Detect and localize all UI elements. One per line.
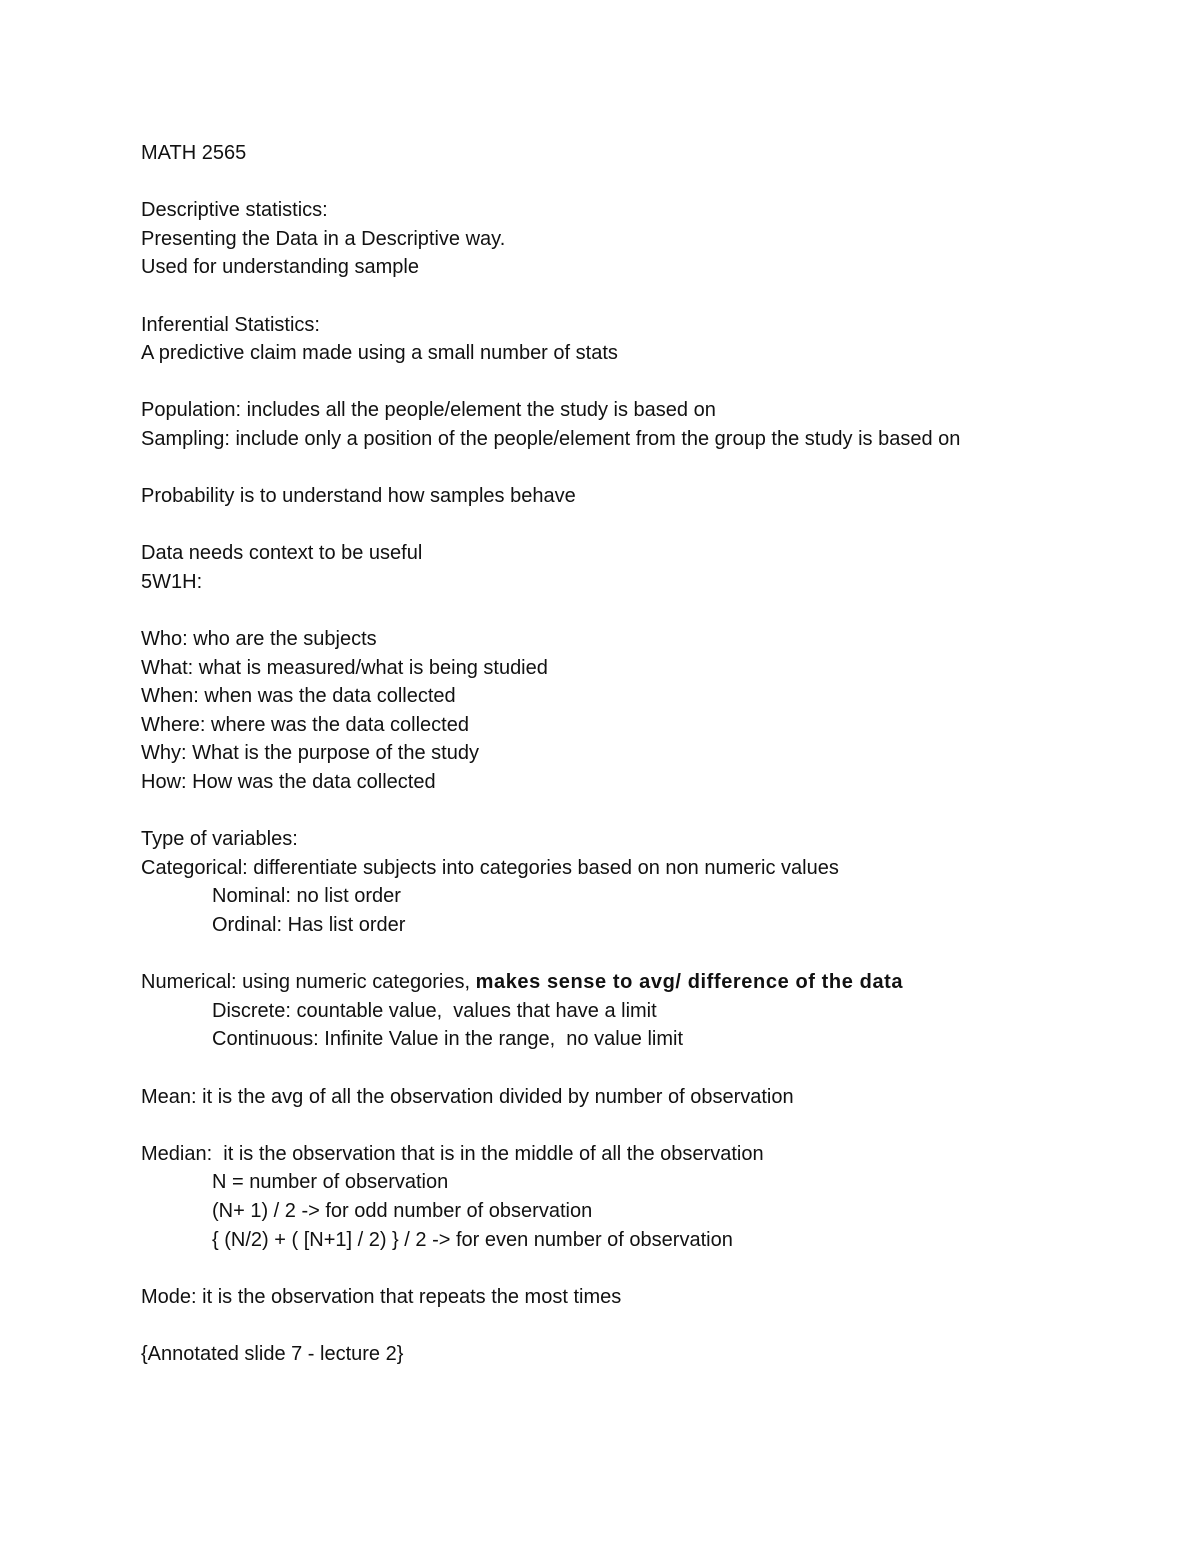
- discrete-line: Discrete: countable value, values that have a limit: [212, 999, 657, 1022]
- spacer: [141, 597, 1141, 626]
- mean-line: Mean: it is the avg of all the observation divided by number of observation: [141, 1085, 794, 1108]
- spacer: [141, 940, 1141, 969]
- spacer: [141, 1254, 1141, 1283]
- spacer: [141, 454, 1141, 483]
- spacer: [141, 368, 1141, 397]
- context-line: Data needs context to be useful: [141, 542, 423, 565]
- probability-line: Probability is to understand how samples behave: [141, 485, 576, 508]
- how-line: How: How was the data collected: [141, 771, 436, 794]
- numerical-lead-text: Numerical: using numeric categories,: [141, 971, 476, 994]
- ordinal-line: Ordinal: Has list order: [212, 914, 406, 937]
- sampling-line: Sampling: include only a position of the people/element from the group the study is based on: [141, 427, 961, 450]
- median-n-definition: N = number of observation: [212, 1171, 449, 1194]
- descriptive-heading: Descriptive statistics:: [141, 199, 328, 222]
- descriptive-line-2: Used for understanding sample: [141, 256, 419, 279]
- where-line: Where: where was the data collected: [141, 713, 469, 736]
- what-line: What: what is measured/what is being studied: [141, 656, 548, 679]
- median-odd-formula: (N+ 1) / 2 -> for odd number of observation: [212, 1199, 593, 1222]
- variables-heading: Type of variables:: [141, 828, 298, 851]
- numerical-bold-text: makes sense to avg/ difference of the data: [475, 971, 904, 994]
- inferential-heading: Inferential Statistics:: [141, 313, 320, 336]
- categorical-line: Categorical: differentiate subjects into categories based on non numeric values: [141, 856, 839, 879]
- continuous-line: Continuous: Infinite Value in the range, no value limit: [212, 1028, 684, 1051]
- spacer: [141, 1311, 1141, 1340]
- document-title: MATH 2565: [141, 142, 247, 164]
- notes-body: [141, 139, 1141, 1369]
- descriptive-line-1: Presenting the Data in a Descriptive way.: [141, 227, 506, 250]
- spacer: [141, 282, 1141, 311]
- inferential-line-1: A predictive claim made using a small number of stats: [141, 342, 618, 365]
- why-line: Why: What is the purpose of the study: [141, 742, 479, 765]
- numerical-line: [141, 968, 1141, 997]
- spacer: [141, 797, 1141, 826]
- when-line: When: when was the data collected: [141, 685, 456, 708]
- nominal-line: Nominal: no list order: [212, 885, 401, 908]
- spacer: [141, 1111, 1141, 1140]
- mode-line: Mode: it is the observation that repeats the most times: [141, 1285, 622, 1308]
- spacer: [141, 511, 1141, 540]
- median-line: Median: it is the observation that is in the middle of all the observation: [141, 1142, 764, 1165]
- population-line: Population: includes all the people/element the study is based on: [141, 399, 716, 422]
- spacer: [141, 168, 1141, 197]
- annotation-footer: {Annotated slide 7 - lecture 2}: [141, 1342, 404, 1365]
- spacer: [141, 1054, 1141, 1083]
- median-even-formula: { (N/2) + ( [N+1] / 2) } / 2 -> for even number of observation: [212, 1228, 733, 1251]
- who-line: Who: who are the subjects: [141, 628, 377, 651]
- five-w-one-h-heading: 5W1H:: [141, 570, 203, 593]
